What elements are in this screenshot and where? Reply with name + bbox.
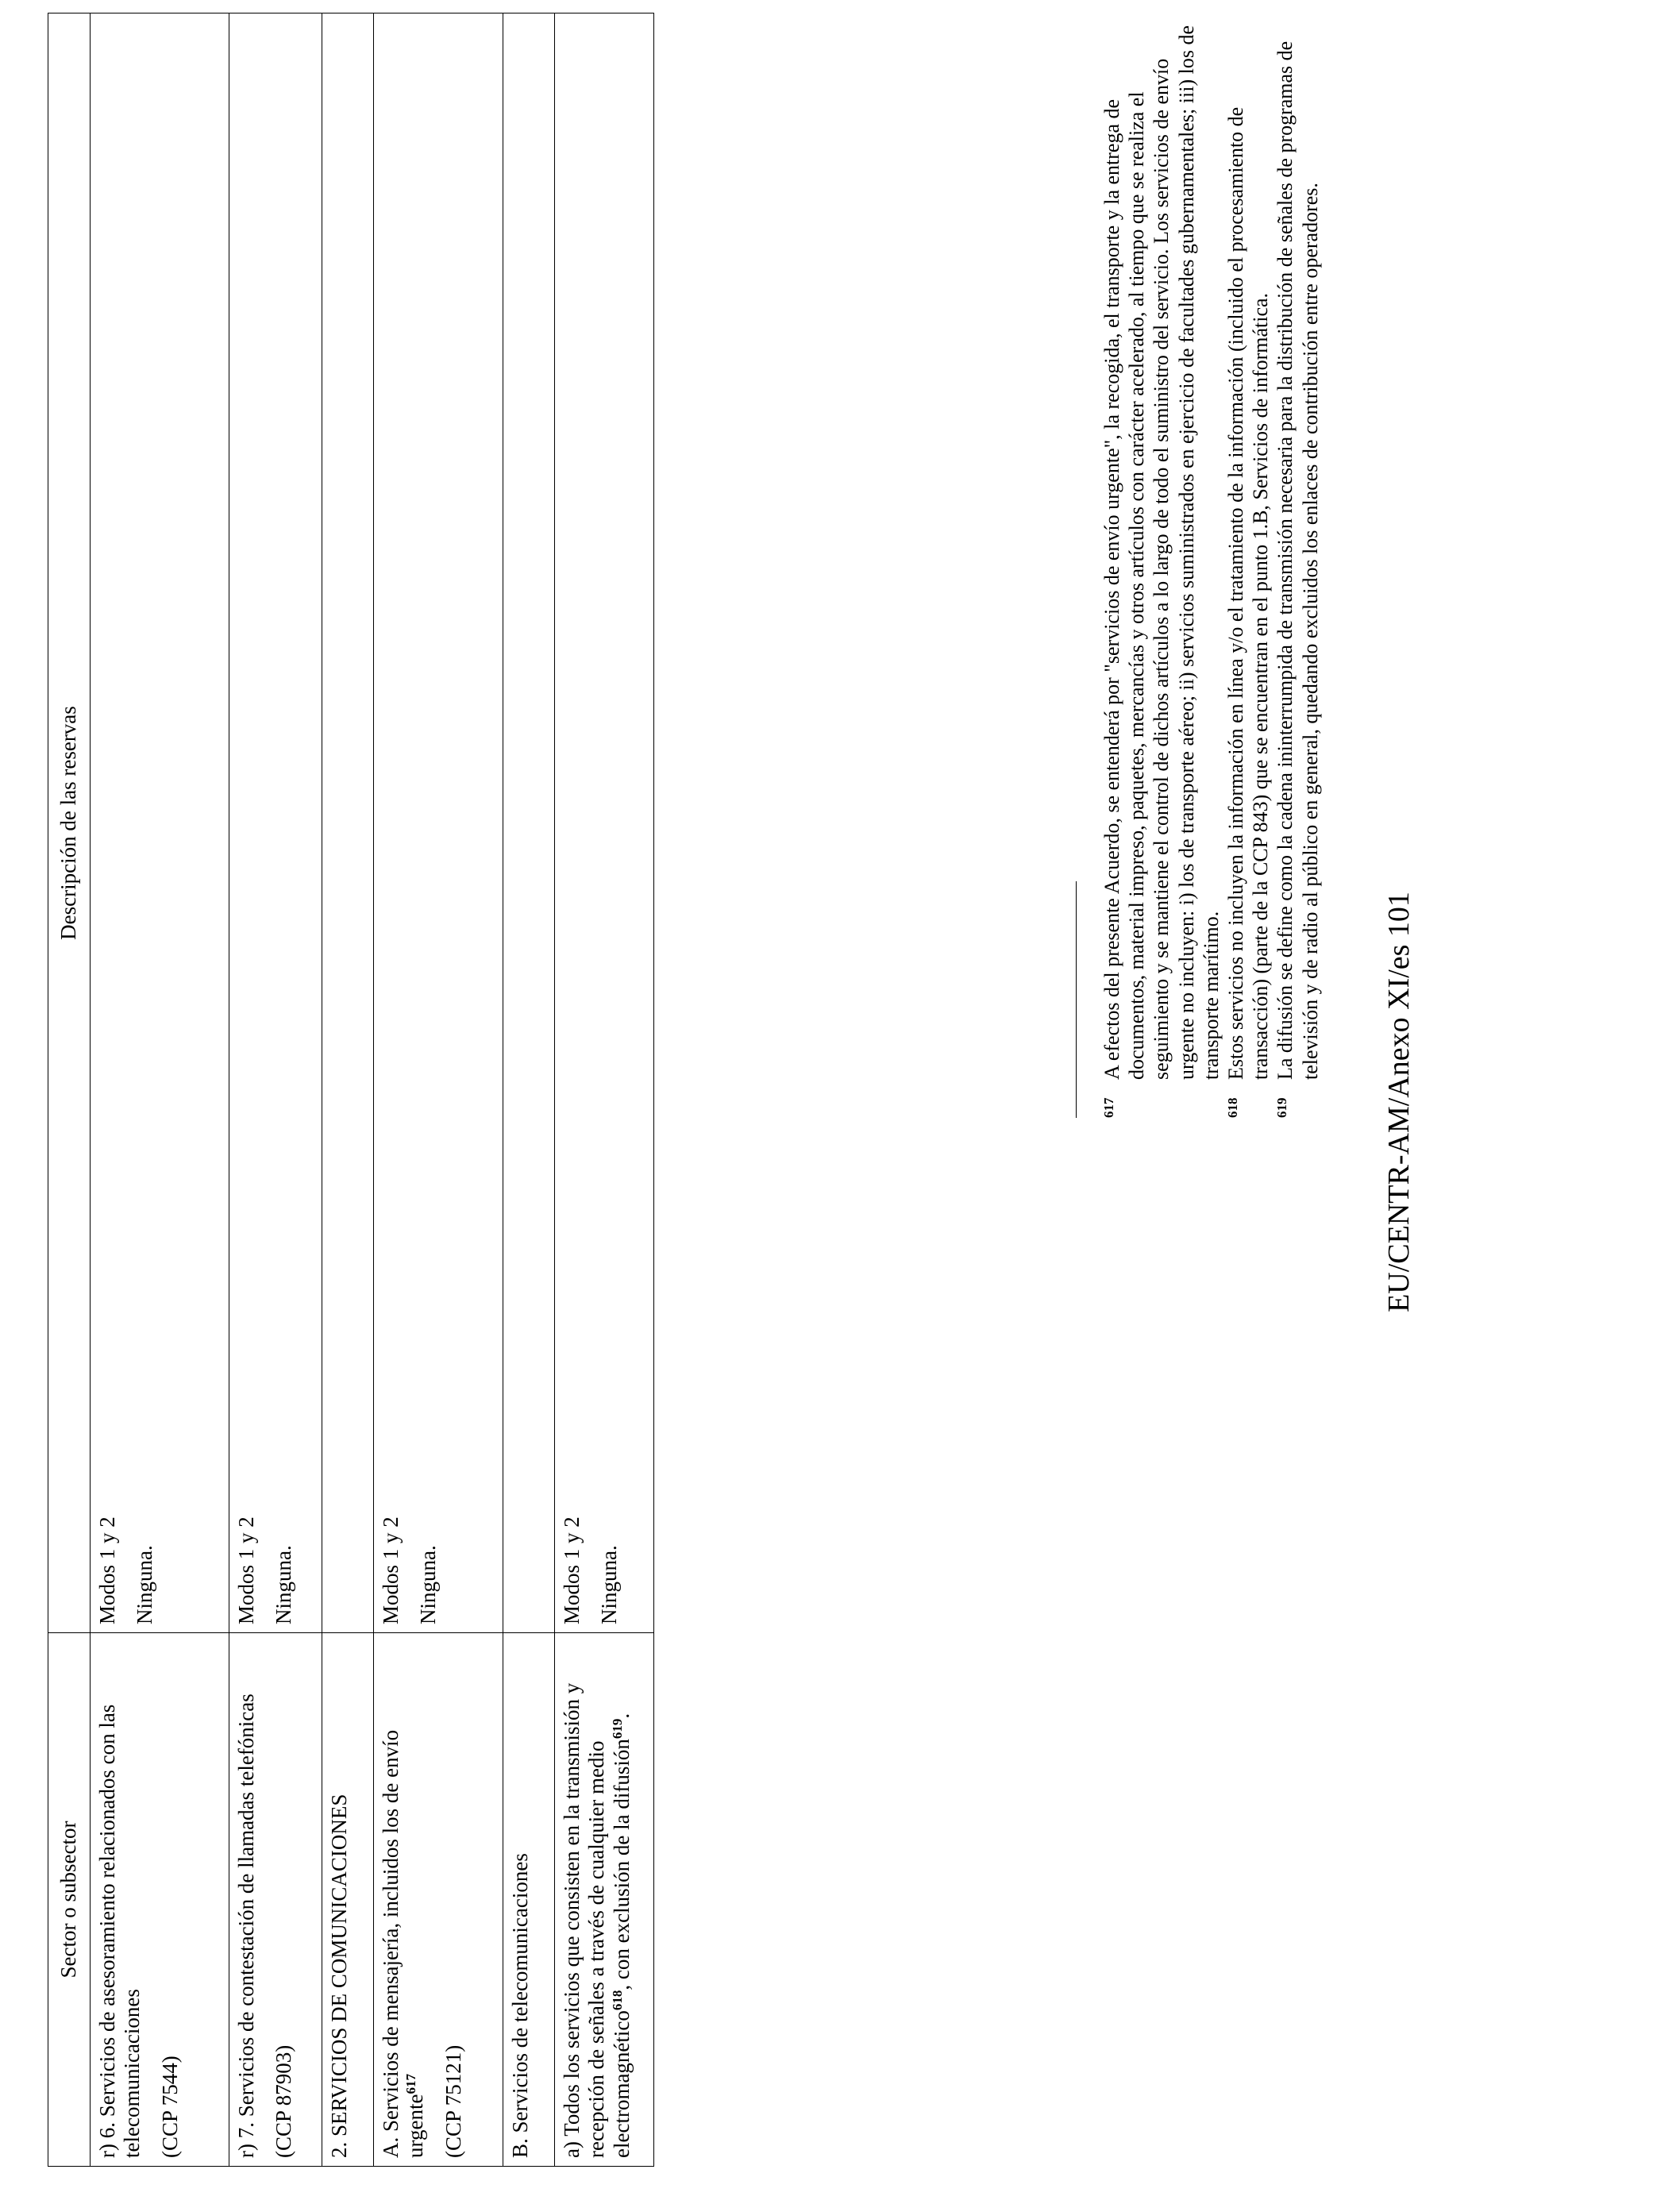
sector-cell: [90, 1633, 229, 2167]
table-row: [554, 13, 653, 2167]
footnote-ref-619[interactable]: 619: [609, 1718, 625, 1740]
footnote-ref-618[interactable]: 618: [609, 1990, 625, 2011]
footnote-text: Estos servicios no incluyen la información en línea y/o el tratamiento de la información (incluido el procesamiento de transacción) (parte de la CCP 843) que se encuentran en el punto 1.B, Servicios de informática.: [1223, 106, 1273, 1080]
footnote-text: La difusión se define como la cadena ininterrumpida de transmisión necesaria para la distribución de señales de programas de televisión y de radio al público en general, quedando excluidos los enlaces de contribución entre operadores.: [1273, 40, 1322, 1080]
sector-code: (CCP 7544): [157, 2056, 182, 2158]
footnote-number: 617: [1101, 1097, 1116, 1118]
footnote-number: 619: [1274, 1097, 1290, 1118]
description-modes: Modos 1 y 2: [94, 1516, 119, 1624]
table-row: [229, 13, 322, 2167]
description-cell: [554, 13, 653, 1633]
description-empty: [503, 13, 554, 1633]
footnote-617: [1100, 14, 1223, 1118]
sector-heading: 2. SERVICIOS DE COMUNICACIONES: [322, 1633, 373, 2167]
description-value: Ninguna.: [597, 1545, 622, 1624]
sector-cell: [554, 1633, 653, 2167]
footnote-number: 618: [1224, 1097, 1240, 1118]
description-cell: [90, 13, 229, 1633]
sector-code: (CCP 75121): [441, 2044, 465, 2158]
description-modes: Modos 1 y 2: [559, 1516, 584, 1624]
footnotes: [1100, 14, 1323, 1118]
description-cell: [229, 13, 322, 1633]
sector-text: [560, 1641, 635, 2158]
sector-text: [379, 1641, 429, 2158]
sector-text-a: a) Todos los servicios que consisten en la transmisión y recepción de señales a través de cualquier medio electromagnético: [559, 1682, 634, 2158]
description-value: Ninguna.: [416, 1545, 441, 1624]
sector-text: r) 6. Servicios de asesoramiento relacionados con las telecomunicaciones: [94, 1704, 144, 2158]
sector-cell: [229, 1633, 322, 2167]
table-row-heading: [503, 13, 554, 2167]
header-sector: Sector o subsector: [48, 1633, 91, 2167]
footnote-separator: [1076, 881, 1077, 1118]
sector-cell: [373, 1633, 503, 2167]
table-row: [90, 13, 229, 2167]
sector-code: (CCP 87903): [272, 2044, 296, 2158]
description-cell: [373, 13, 503, 1633]
description-value: Ninguna.: [272, 1545, 296, 1624]
footnote-ref-617[interactable]: 617: [403, 2074, 419, 2094]
description-value: Ninguna.: [133, 1545, 157, 1624]
footnote-text: A efectos del presente Acuerdo, se entenderá por "servicios de envío urgente", la recogida, el transporte y la entrega de documentos, material impreso, paquetes, mercancías y otros artículos con carácter acelerado, al tiempo que se realiza el seguimiento y se mantiene el control de dichos artículos a lo largo de todo el suministro del servicio. Los servicios de envío urgente no incluyen: i) los de transporte aéreo; ii) servicios suministrados en ejercicio de facultades gubernamentales; iii) los de transporte marítimo.: [1100, 25, 1223, 1080]
description-modes: Modos 1 y 2: [233, 1516, 258, 1624]
sector-text: r) 7. Servicios de contestación de llamadas telefónicas: [233, 1693, 258, 2158]
footnote-619: [1273, 14, 1322, 1118]
header-description: Descripción de las reservas: [48, 13, 91, 1633]
table-row-heading: [322, 13, 373, 2167]
sector-text-c: .: [609, 1713, 634, 1719]
page-footer-reference: EU/CENTR-AM/Anexo XI/es 101: [1382, 892, 1416, 1312]
footnote-618: [1223, 14, 1273, 1118]
table-row: [373, 13, 503, 2167]
sector-text-b: , con exclusión de la difusión: [609, 1739, 634, 1990]
sector-text-main: A. Servicios de mensajería, incluidos los de envío urgente: [378, 1729, 428, 2158]
reservations-table: [48, 13, 654, 2167]
description-modes: Modos 1 y 2: [378, 1516, 403, 1624]
table-header-row: [48, 13, 91, 2167]
sector-heading: B. Servicios de telecomunicaciones: [503, 1633, 554, 2167]
description-empty: [322, 13, 373, 1633]
